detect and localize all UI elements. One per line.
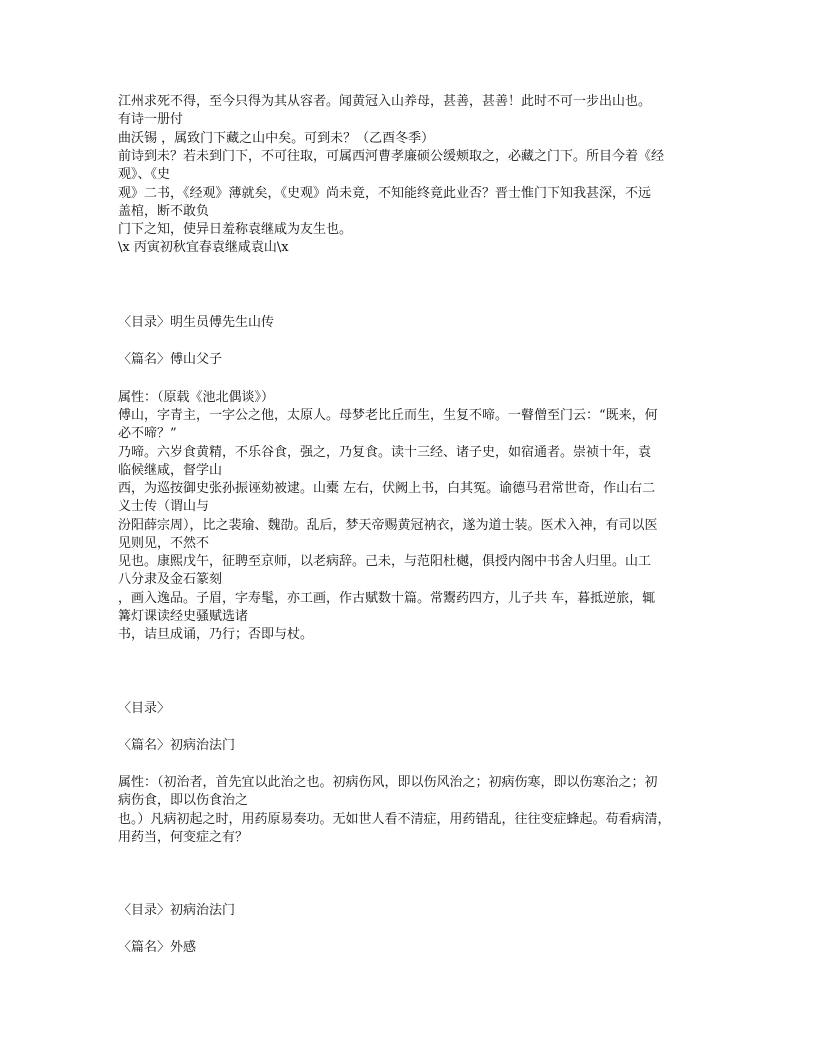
catalog-heading: 〈目录〉初病治法门 — [118, 903, 236, 918]
text-line: 江州求死不得，至今只得为其从容者。闻黄冠入山养母，甚善，甚善！此时不可一步出山也。 — [118, 94, 652, 109]
text-line: 门下之知，使异日羞称袁继咸为友生也。 — [118, 222, 353, 237]
catalog-heading: 〈目录〉 — [118, 701, 171, 716]
text-line: 也。）凡病初起之时，用药原易奏功。无如世人看不清症，用药错乱，往往变症蜂起。苟看病清， — [118, 812, 671, 827]
article-title: 〈篇名〉初病治法门 — [118, 738, 236, 753]
text-line: ，画入逸品。子眉，字寿髦，亦工画，作古赋数十篇。常鬻药四方，儿子共 车，暮抵逆旅，辄 — [118, 591, 656, 606]
text-line: 乃啼。六岁食黄精，不乐谷食，强之，乃复食。读十三经、诸子史，如宿通者。崇祯十年，袁 — [118, 445, 652, 460]
text-line: 观》、《史 — [118, 167, 171, 182]
text-line: 前诗到未？若未到门下，不可往取，可属西河曹孝廉硕公缓颊取之，必藏之门下。所目今着《经 — [118, 149, 665, 164]
text-line: 观》二书，《经观》薄就矣，《史观》尚未竟，不知能终竟此业否？晋士惟门下知我甚深，不远 — [118, 186, 652, 201]
text-line: 篝灯课读经史骚赋选诸 — [118, 609, 249, 624]
attribute-line: 属性：（原载《池北偶谈》） — [118, 390, 275, 405]
text-line: 盖棺，断不敢负 — [118, 204, 210, 219]
article-title: 〈篇名〉外感 — [118, 940, 197, 955]
signature-line: \x 丙寅初秋宜春袁继咸袁山\x — [118, 240, 289, 255]
text-line: 书，诘旦成诵，乃行；否即与杖。 — [118, 627, 314, 642]
article-title: 〈篇名〉傅山父子 — [118, 352, 223, 367]
text-line: 义士传（谓山与 — [118, 499, 210, 514]
catalog-heading: 〈目录〉明生员傅先生山传 — [118, 315, 275, 330]
text-line: 汾阳薛宗周），比之裴瑜、魏劭。乱后，梦天帝赐黄冠衲衣，遂为道士装。医术入神，有司以医 — [118, 518, 658, 533]
text-line: 傅山，字青主，一字公之他，太原人。母梦老比丘而生，生复不啼。一瞽僧至门云：“既来，何 — [118, 408, 658, 423]
text-line: 曲沃锡 ，属致门下藏之山中矣。可到未？（乙酉冬季） — [118, 131, 435, 146]
text-line: 用药当，何变症之有？ — [118, 830, 249, 845]
text-line: 见则见，不然不 — [118, 536, 210, 551]
text-line: 必不啼？” — [118, 426, 177, 441]
text-line: 八分隶及金石篆刻 — [118, 572, 223, 587]
text-line: 临候继咸，督学山 — [118, 463, 223, 478]
text-line: 病伤食，即以伤食治之 — [118, 793, 249, 808]
attribute-line: 属性：（初治者，首先宜以此治之也。初病伤风，即以伤风治之；初病伤寒，即以伤寒治之；初 — [118, 775, 658, 790]
text-line: 西，为巡按御史张孙振诬劾被逮。山橐 左右，伏阙上书，白其冤。谕德马君常世奇，作山右二 — [118, 481, 656, 496]
text-line: 见也。康熙戊午，征聘至京师，以老病辞。己未，与范阳杜樾，俱授内阁中书舍人归里。山工 — [118, 554, 652, 569]
text-line: 有诗一册付 — [118, 112, 184, 127]
